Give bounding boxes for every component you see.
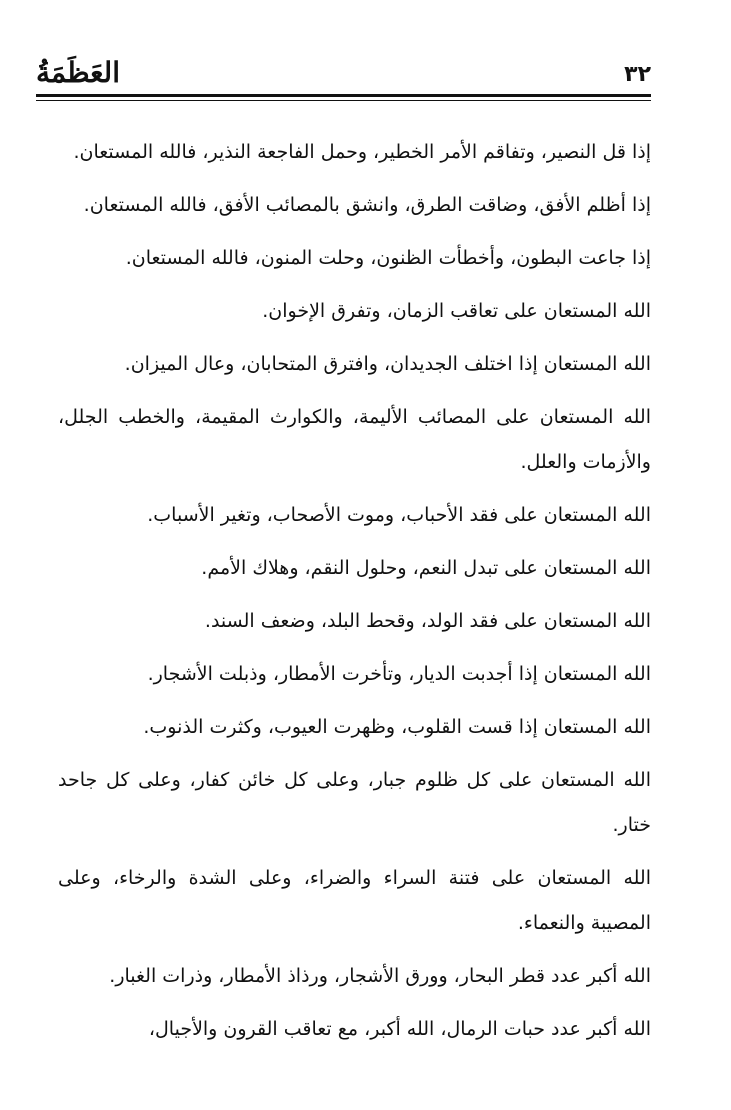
paragraph: الله المستعان إذا أجدبت الديار، وتأخرت الأمطار، وذبلت الأشجار. xyxy=(147,663,651,685)
header-rule-thin xyxy=(36,100,651,101)
paragraph: إذا جاعت البطون، وأخطأت الظنون، وحلت المنون، فالله المستعان. xyxy=(125,247,651,269)
paragraph: الله المستعان إذا اختلف الجديدان، وافترق المتحابان، وعال الميزان. xyxy=(124,353,651,375)
page-number: ٣٢ xyxy=(624,62,651,87)
page-header xyxy=(36,52,651,96)
paragraph: الله المستعان على تعاقب الزمان، وتفرق الإخوان. xyxy=(262,300,651,322)
paragraph: الله المستعان على المصائب الأليمة، والكوارث المقيمة، والخطب الجلل، والأزمات والعلل. xyxy=(58,406,651,473)
paragraph: إذا قل النصير، وتفاقم الأمر الخطير، وحمل الفاجعة النذير، فالله المستعان. xyxy=(73,141,651,163)
paragraph: الله المستعان على فقد الأحباب، وموت الأصحاب، وتغير الأسباب. xyxy=(147,504,651,526)
book-title: العَظَمَةُ xyxy=(36,56,120,89)
paragraph: الله المستعان إذا قست القلوب، وظهرت العيوب، وكثرت الذنوب. xyxy=(143,716,651,738)
paragraph: الله المستعان على فتنة السراء والضراء، وعلى الشدة والرخاء، وعلى المصيبة والنعماء. xyxy=(58,867,651,934)
paragraph: الله أكبر عدد حبات الرمال، الله أكبر، مع تعاقب القرون والأجيال، xyxy=(148,1018,651,1040)
paragraph: الله المستعان على كل ظلوم جبار، وعلى كل خائن كفار، وعلى كل جاحد ختار. xyxy=(58,769,651,836)
body-text xyxy=(58,130,651,1060)
paragraph: الله أكبر عدد قطر البحار، وورق الأشجار، ورذاذ الأمطار، وذرات الغبار. xyxy=(109,965,651,987)
paragraph: إذا أظلم الأفق، وضاقت الطرق، وانشق بالمصائب الأفق، فالله المستعان. xyxy=(83,194,651,216)
paragraph: الله المستعان على فقد الولد، وقحط البلد، وضعف السند. xyxy=(204,610,651,632)
header-rule-thick xyxy=(36,94,651,97)
paragraph: الله المستعان على تبدل النعم، وحلول النقم، وهلاك الأمم. xyxy=(201,557,651,579)
